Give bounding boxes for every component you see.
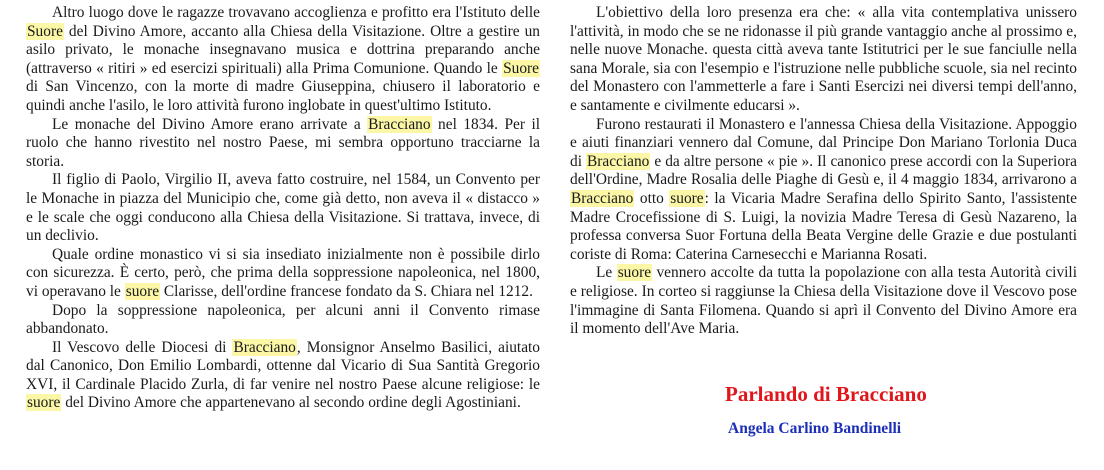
text-segment: vennero accolte da tutta la popolazione con alla testa Autorità civili e religiose. In corteo si raggiunse la Chiesa della Visitazione dove il Vescovo pose l'immagine di Santa Filomena. Quando si aprì il Convento del Divino Amore era il momento dell'Ave Maria.: [570, 264, 1077, 338]
text-segment: Clarisse, dell'ordine francese fondato da S. Chiara nel 1212.: [160, 282, 533, 300]
paragraph: [26, 246, 540, 302]
text-segment: Le: [596, 264, 617, 282]
paragraph: [26, 339, 540, 413]
highlighted-term: Bracciano: [233, 338, 296, 356]
highlighted-term: Suore: [503, 59, 539, 77]
footer-title: Parlando di Bracciano: [725, 382, 927, 406]
highlighted-term: suore: [617, 264, 652, 282]
highlighted-term: Suore: [27, 22, 63, 40]
right-text-column: [570, 4, 1077, 339]
text-segment: Il figlio di Paolo, Virgilio II, aveva fatto costruire, nel 1584, un Convento per le Monache in piazza del Municipio che, come già detto, non aveva il « distacco » e le scale che oggi conducono alla Chiesa della Visitazione. Si trattava, invece, di un declivio.: [26, 171, 540, 245]
text-segment: del Divino Amore che appartenevano al secondo ordine degli Agostiniani.: [61, 394, 521, 412]
paragraph: [570, 116, 1077, 265]
text-segment: Le monache del Divino Amore erano arrivate a: [52, 115, 368, 133]
paragraph: [570, 264, 1077, 338]
text-segment: Altro luogo dove le ragazze trovavano accoglienza e profitto era l'Istituto delle: [52, 4, 540, 21]
highlighted-term: suore: [125, 282, 160, 300]
text-segment: di San Vincenzo, con la morte di madre Giuseppina, chiusero il laboratorio e quindi anche l'asilo, le loro attività furono inglobate in quest'ultimo Istituto.: [26, 78, 540, 114]
text-segment: nel 1834. Per il ruolo che hanno rivestito nel nostro Paese, mi sembra opportuno tracciarne la storia.: [26, 115, 541, 170]
footer-author: Angela Carlino Bandinelli: [728, 420, 902, 437]
paragraph: [26, 116, 540, 172]
text-segment: , Monsignor Anselmo Basilici, aiutato dal Canonico, Don Emilio Lombardi, ottenne dal Vicario di Sua Santità Gregorio XVI, il Cardinale Placido Zurla, di far venire nel nostro Paese alcune religiose: le: [26, 338, 540, 393]
highlighted-term: suore: [670, 189, 704, 207]
left-text-column: [26, 4, 540, 413]
text-segment: Furono restaurati il Monastero e l'annessa Chiesa della Visitazione. Appoggio e aiuti finanziari vennero dal Comune, dal Principe Don Mariano Torlonia Duca di: [570, 115, 1077, 170]
highlighted-term: suore: [27, 394, 61, 412]
text-segment: Il Vescovo delle Diocesi di: [52, 338, 233, 356]
text-segment: e da altre persone « pie ». Il canonico prese accordi con la Superiora dell'Ordine, Madre Rosalia delle Piaghe di Gesù e, il 4 maggio 1834, arrivarono a: [570, 152, 1077, 189]
paragraph: [570, 4, 1077, 116]
text-segment: Dopo la soppressione napoleonica, per alcuni anni il Convento rimase abbandonato.: [26, 301, 540, 338]
highlighted-term: Bracciano: [571, 189, 634, 207]
paragraph: [26, 4, 540, 116]
text-segment: Quale ordine monastico vi si sia insediato inizialmente non è possibile dirlo con sicurezza. È certo, però, che prima della soppressione napoleonica, nel 1800, vi operavano le: [26, 245, 540, 300]
paragraph: [26, 171, 540, 245]
highlighted-term: Bracciano: [368, 115, 431, 133]
paragraph: [26, 302, 540, 339]
text-segment: otto: [634, 189, 670, 207]
text-segment: : la Vicaria Madre Serafina dello Spirito Santo, l'assistente Madre Crocefissione di S. Luigi, la novizia Madre Teresa di Gesù Nazareno, la professa conversa Suor Fortuna della Beata Vergine delle Grazie e due postulanti coriste di Roma: Caterina Carnesecchi e Marianna Rosati.: [570, 189, 1077, 263]
highlighted-term: Bracciano: [586, 152, 650, 170]
text-segment: del Divino Amore, accanto alla Chiesa della Visitazione. Oltre a gestire un asilo privato, le monache insegnavano musica e dottrina preparando anche (attraverso « ritiri » ed esercizi spirituali) alla Prima Comunione. Quando le: [26, 22, 540, 77]
text-segment: L'obiettivo della loro presenza era che: « alla vita contemplativa unissero l'attività, in modo che se ne ridonasse il più grande vantaggio anche al prossimo e, nelle nuove Monache. questa città aveva tante Istitutrici per le sue fanciulle nella sana Morale, sia con l'esempio e l'istruzione nelle pubbliche scuole, sia nel recinto del Monastero con l'ammetterle a fare i Santi Esercizi nei diversi tempi dell'anno, e santamente e civilmente educarsi ».: [570, 4, 1077, 114]
